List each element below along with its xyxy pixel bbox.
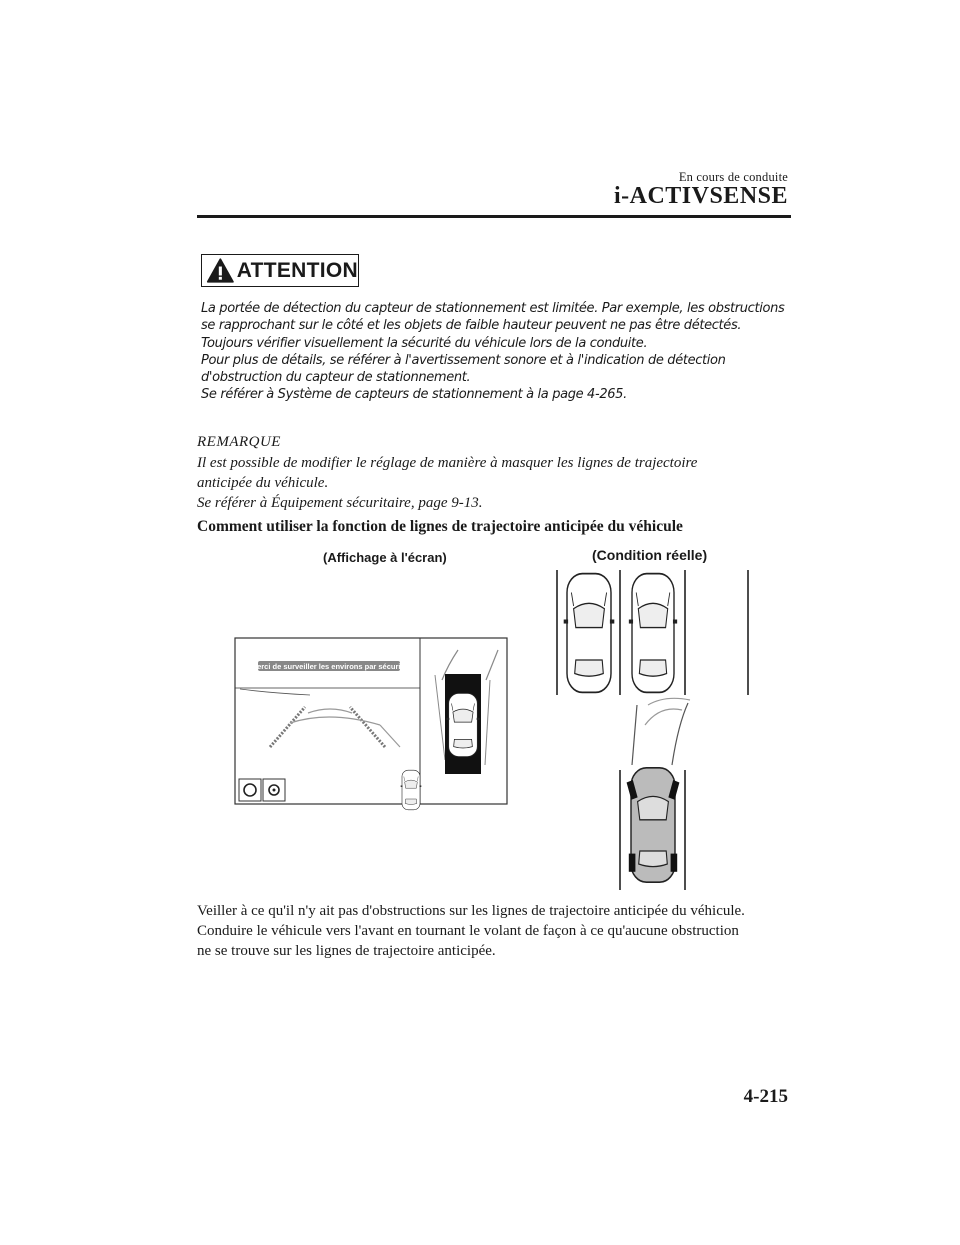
screen-display — [235, 638, 507, 810]
page-number: 4-215 — [743, 1086, 788, 1107]
warning-triangle-icon — [206, 256, 235, 286]
attention-line: se rapprochant sur le côté et les objets de faible hauteur peuvent ne pas être détectés. — [201, 318, 742, 334]
body-line: Veiller à ce qu'il n'y ait pas d'obstructions sur les lignes de trajectoire anticipée du véhicule. — [197, 903, 745, 919]
figure-label-screen: (Affichage à l'écran) — [323, 550, 447, 565]
note-line: Il est possible de modifier le réglage de manière à masquer les lignes de trajectoire — [197, 455, 698, 471]
attention-line: Toujours vérifier visuellement la sécurité du véhicule lors de la conduite. — [201, 335, 648, 351]
note-title: REMARQUE — [197, 434, 281, 450]
note-text — [197, 453, 797, 513]
figure-label-real: (Condition réelle) — [592, 547, 708, 563]
attention-box — [201, 254, 359, 287]
section-heading: Comment utiliser la fonction de lignes de trajectoire anticipée du véhicule — [197, 518, 683, 535]
attention-text — [201, 300, 801, 404]
trajectory-lines-figure — [230, 565, 770, 895]
running-header-section: En cours de conduite — [678, 170, 788, 184]
attention-line: d'obstruction du capteur de stationnement. — [201, 370, 471, 386]
screen-banner-text: Merci de surveiller les environs par sécurité — [250, 662, 408, 671]
attention-label: ATTENTION — [236, 258, 358, 282]
running-header-chapter: i-ACTIVSENSE — [613, 183, 788, 209]
note-line: Se référer à Équipement sécuritaire, page 9-13. — [197, 495, 483, 511]
attention-line: Se référer à Système de capteurs de stationnement à la page 4-265. — [201, 387, 627, 403]
body-line: ne se trouve sur les lignes de trajectoire anticipée. — [197, 943, 496, 959]
real-condition-illustration — [557, 570, 748, 890]
note-line: anticipée du véhicule. — [197, 475, 329, 491]
attention-line: La portée de détection du capteur de stationnement est limitée. Par exemple, les obstructions — [201, 301, 785, 316]
body-text — [197, 901, 797, 961]
header-rule — [197, 215, 791, 218]
attention-line: Pour plus de détails, se référer à l'avertissement sonore et à l'indication de détection — [201, 352, 726, 368]
body-line: Conduire le véhicule vers l'avant en tournant le volant de façon à ce qu'aucune obstruction — [197, 923, 739, 939]
